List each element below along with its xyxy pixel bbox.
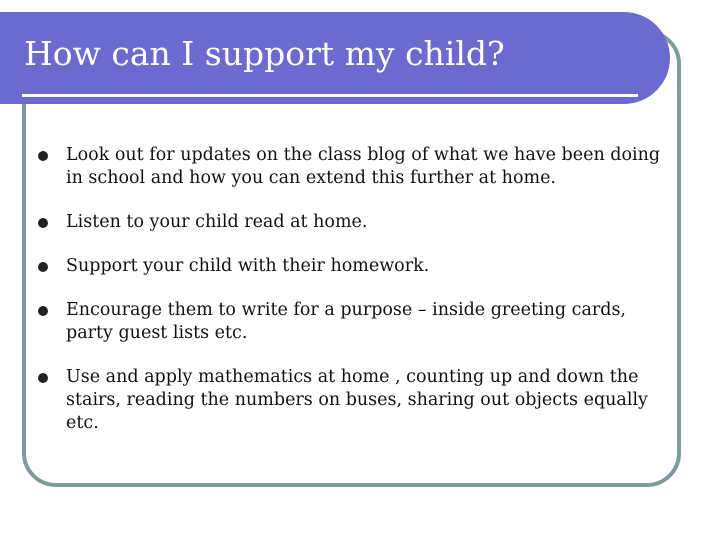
bullet-dot-icon [38,306,48,316]
slide-title: How can I support my child? [24,34,505,73]
bullet-item [38,255,668,278]
bullet-dot-icon [38,262,48,272]
bullet-text: Encourage them to write for a purpose – inside greeting cards, party guest lists etc. [66,300,626,343]
bullet-text: Support your child with their homework. [66,256,430,276]
title-underline [22,94,638,97]
bullet-text: Use and apply mathematics at home , counting up and down the stairs, reading the numbers on buses, sharing out objects equally etc. [66,367,648,433]
bullet-dot-icon [38,373,48,383]
bullet-item [38,211,668,234]
bullet-text: Look out for updates on the class blog of what we have been doing in school and how you can extend this further at home. [66,145,661,188]
bullet-item [38,144,668,190]
bullet-item [38,299,668,345]
bullet-dot-icon [38,218,48,228]
bullet-dot-icon [38,151,48,161]
bullet-text: Listen to your child read at home. [66,212,368,232]
bullet-item [38,366,668,435]
bullet-list [38,144,668,456]
